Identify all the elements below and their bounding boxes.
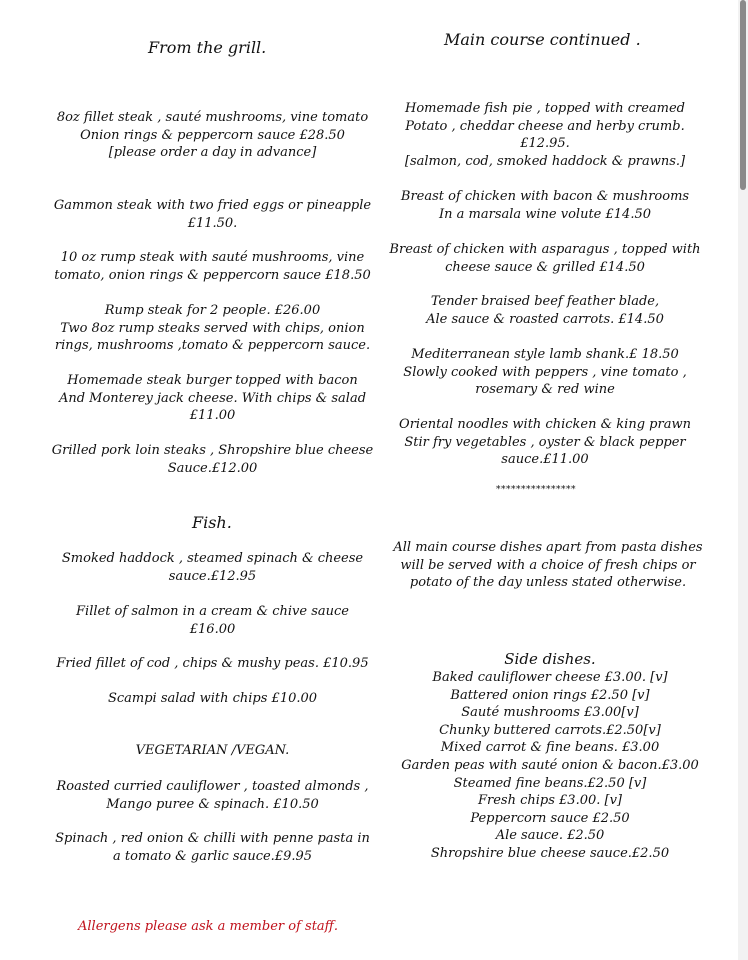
item-line: Tender braised beef feather blade, — [430, 294, 660, 309]
item-line: Two 8oz rump steaks served with chips, onion — [60, 320, 365, 336]
main-item — [380, 416, 710, 469]
item-line: Smoked haddock , steamed spinach & cheese — [61, 551, 364, 566]
item-line: Stir fry vegetables , oyster & black pepper — [404, 434, 686, 450]
item-line: Breast of chicken with asparagus , topped with — [389, 242, 701, 257]
grill-item — [40, 442, 385, 477]
item-line: [salmon, cod, smoked haddock & prawns.] — [404, 153, 686, 169]
main-item — [380, 293, 710, 328]
scrollbar[interactable] — [738, 0, 748, 960]
item-line: Slowly cooked with peppers , vine tomato , — [403, 364, 687, 380]
item-line: £12.95. — [520, 136, 570, 151]
side-dish-item: Fresh chips £3.00. [v] — [477, 793, 622, 809]
main-item — [380, 100, 710, 170]
item-line: Gammon steak with two fried eggs or pineapple — [53, 198, 372, 213]
item-line: Potato , cheddar cheese and herby crumb. — [405, 118, 685, 134]
item-line: Spinach , red onion & chilli with penne pasta in — [55, 831, 370, 846]
vegetarian-item — [40, 830, 385, 865]
fish-item — [40, 655, 385, 673]
item-line: rosemary & red wine — [475, 382, 615, 397]
allergens-notice: Allergens please ask a member of staff. — [78, 919, 339, 934]
side-dishes-list — [385, 649, 715, 863]
side-dish-item: Garden peas with sauté onion & bacon.£3.00 — [401, 757, 699, 773]
side-dish-item: Chunky buttered carrots.£2.50[v] — [439, 722, 661, 738]
section-separator: **************** — [496, 485, 576, 495]
item-line: Mediterranean style lamb shank.£ 18.50 — [411, 347, 679, 362]
item-line: tomato, onion rings & peppercorn sauce £18.50 — [54, 267, 371, 283]
item-line: cheese sauce & grilled £14.50 — [445, 259, 645, 275]
item-line: Roasted curried cauliflower , toasted almonds , — [56, 779, 369, 794]
item-line: £11.50. — [187, 215, 238, 231]
item-line: Sauce.£12.00 — [167, 460, 258, 476]
item-line: Mango puree & spinach. £10.50 — [106, 796, 319, 812]
grill-item — [40, 302, 385, 355]
side-dish-item: Steamed fine beans.£2.50 [v] — [453, 775, 647, 791]
item-line: Homemade fish pie , topped with creamed — [405, 101, 685, 116]
fish-heading: Fish. — [192, 513, 232, 532]
item-line: sauce.£12.95 — [168, 568, 257, 584]
item-line: Fillet of salmon in a cream & chive sauce — [76, 604, 349, 619]
item-line: a tomato & garlic sauce.£9.95 — [112, 848, 313, 864]
main-item — [380, 241, 710, 276]
fish-item — [40, 550, 385, 585]
item-line: In a marsala wine volute £14.50 — [439, 206, 651, 222]
grill-item — [40, 249, 385, 284]
item-line: rings, mushrooms ,tomato & peppercorn sauce. — [54, 338, 371, 353]
main-course-heading: Main course continued . — [444, 30, 641, 49]
item-line: Ale sauce & roasted carrots. £14.50 — [426, 311, 664, 327]
notice-line: potato of the day unless stated otherwise. — [409, 575, 687, 590]
grill-heading: From the grill. — [148, 38, 267, 57]
item-line: £16.00 — [189, 621, 236, 637]
notice-line: will be served with a choice of fresh chips or — [400, 557, 696, 573]
vegetarian-item — [40, 778, 385, 813]
side-dishes-heading: Side dishes. — [504, 650, 596, 668]
item-line: Onion rings & peppercorn sauce £28.50 — [80, 127, 345, 143]
item-line: Breast of chicken with bacon & mushrooms — [400, 189, 690, 204]
grill-item — [40, 197, 385, 232]
main-item — [380, 188, 710, 223]
item-line: Grilled pork loin steaks , Shropshire blue cheese — [51, 443, 374, 458]
item-line: [please order a day in advance] — [108, 145, 317, 160]
side-dish-item: Mixed carrot & fine beans. £3.00 — [440, 740, 660, 756]
item-line: £11.00 — [189, 408, 236, 423]
fish-item — [40, 603, 385, 638]
main-item — [380, 346, 710, 399]
item-line: Fried fillet of cod , chips & mushy peas. £10.95 — [56, 656, 369, 671]
vegetarian-heading: VEGETARIAN /VEGAN. — [135, 743, 290, 758]
item-line: 10 oz rump steak with sauté mushrooms, vine — [60, 250, 365, 265]
grill-item — [40, 109, 385, 162]
item-line: And Monterey jack cheese. With chips & salad — [58, 390, 367, 406]
item-line: Scampi salad with chips £10.00 — [107, 691, 318, 706]
item-line: 8oz fillet steak , sauté mushrooms, vine tomato — [56, 110, 369, 125]
notice-line: All main course dishes apart from pasta dishes — [393, 540, 703, 555]
side-dish-item: Peppercorn sauce £2.50 — [470, 810, 630, 826]
item-line: Oriental noodles with chicken & king prawn — [399, 417, 691, 432]
item-line: Homemade steak burger topped with bacon — [67, 373, 358, 388]
scrollbar-thumb[interactable] — [740, 0, 746, 190]
side-dish-item: Sauté mushrooms £3.00[v] — [461, 705, 639, 721]
side-dish-item: Shropshire blue cheese sauce.£2.50 — [430, 845, 670, 861]
side-dish-item: Baked cauliflower cheese £3.00. [v] — [432, 670, 668, 685]
side-dish-item: Battered onion rings £2.50 [v] — [450, 687, 650, 703]
serving-notice — [383, 539, 713, 592]
side-dish-item: Ale sauce. £2.50 — [495, 828, 605, 844]
fish-item — [40, 690, 385, 708]
grill-item — [40, 372, 385, 425]
item-line: Rump steak for 2 people. £26.00 — [104, 303, 321, 318]
item-line: sauce.£11.00 — [501, 452, 589, 467]
